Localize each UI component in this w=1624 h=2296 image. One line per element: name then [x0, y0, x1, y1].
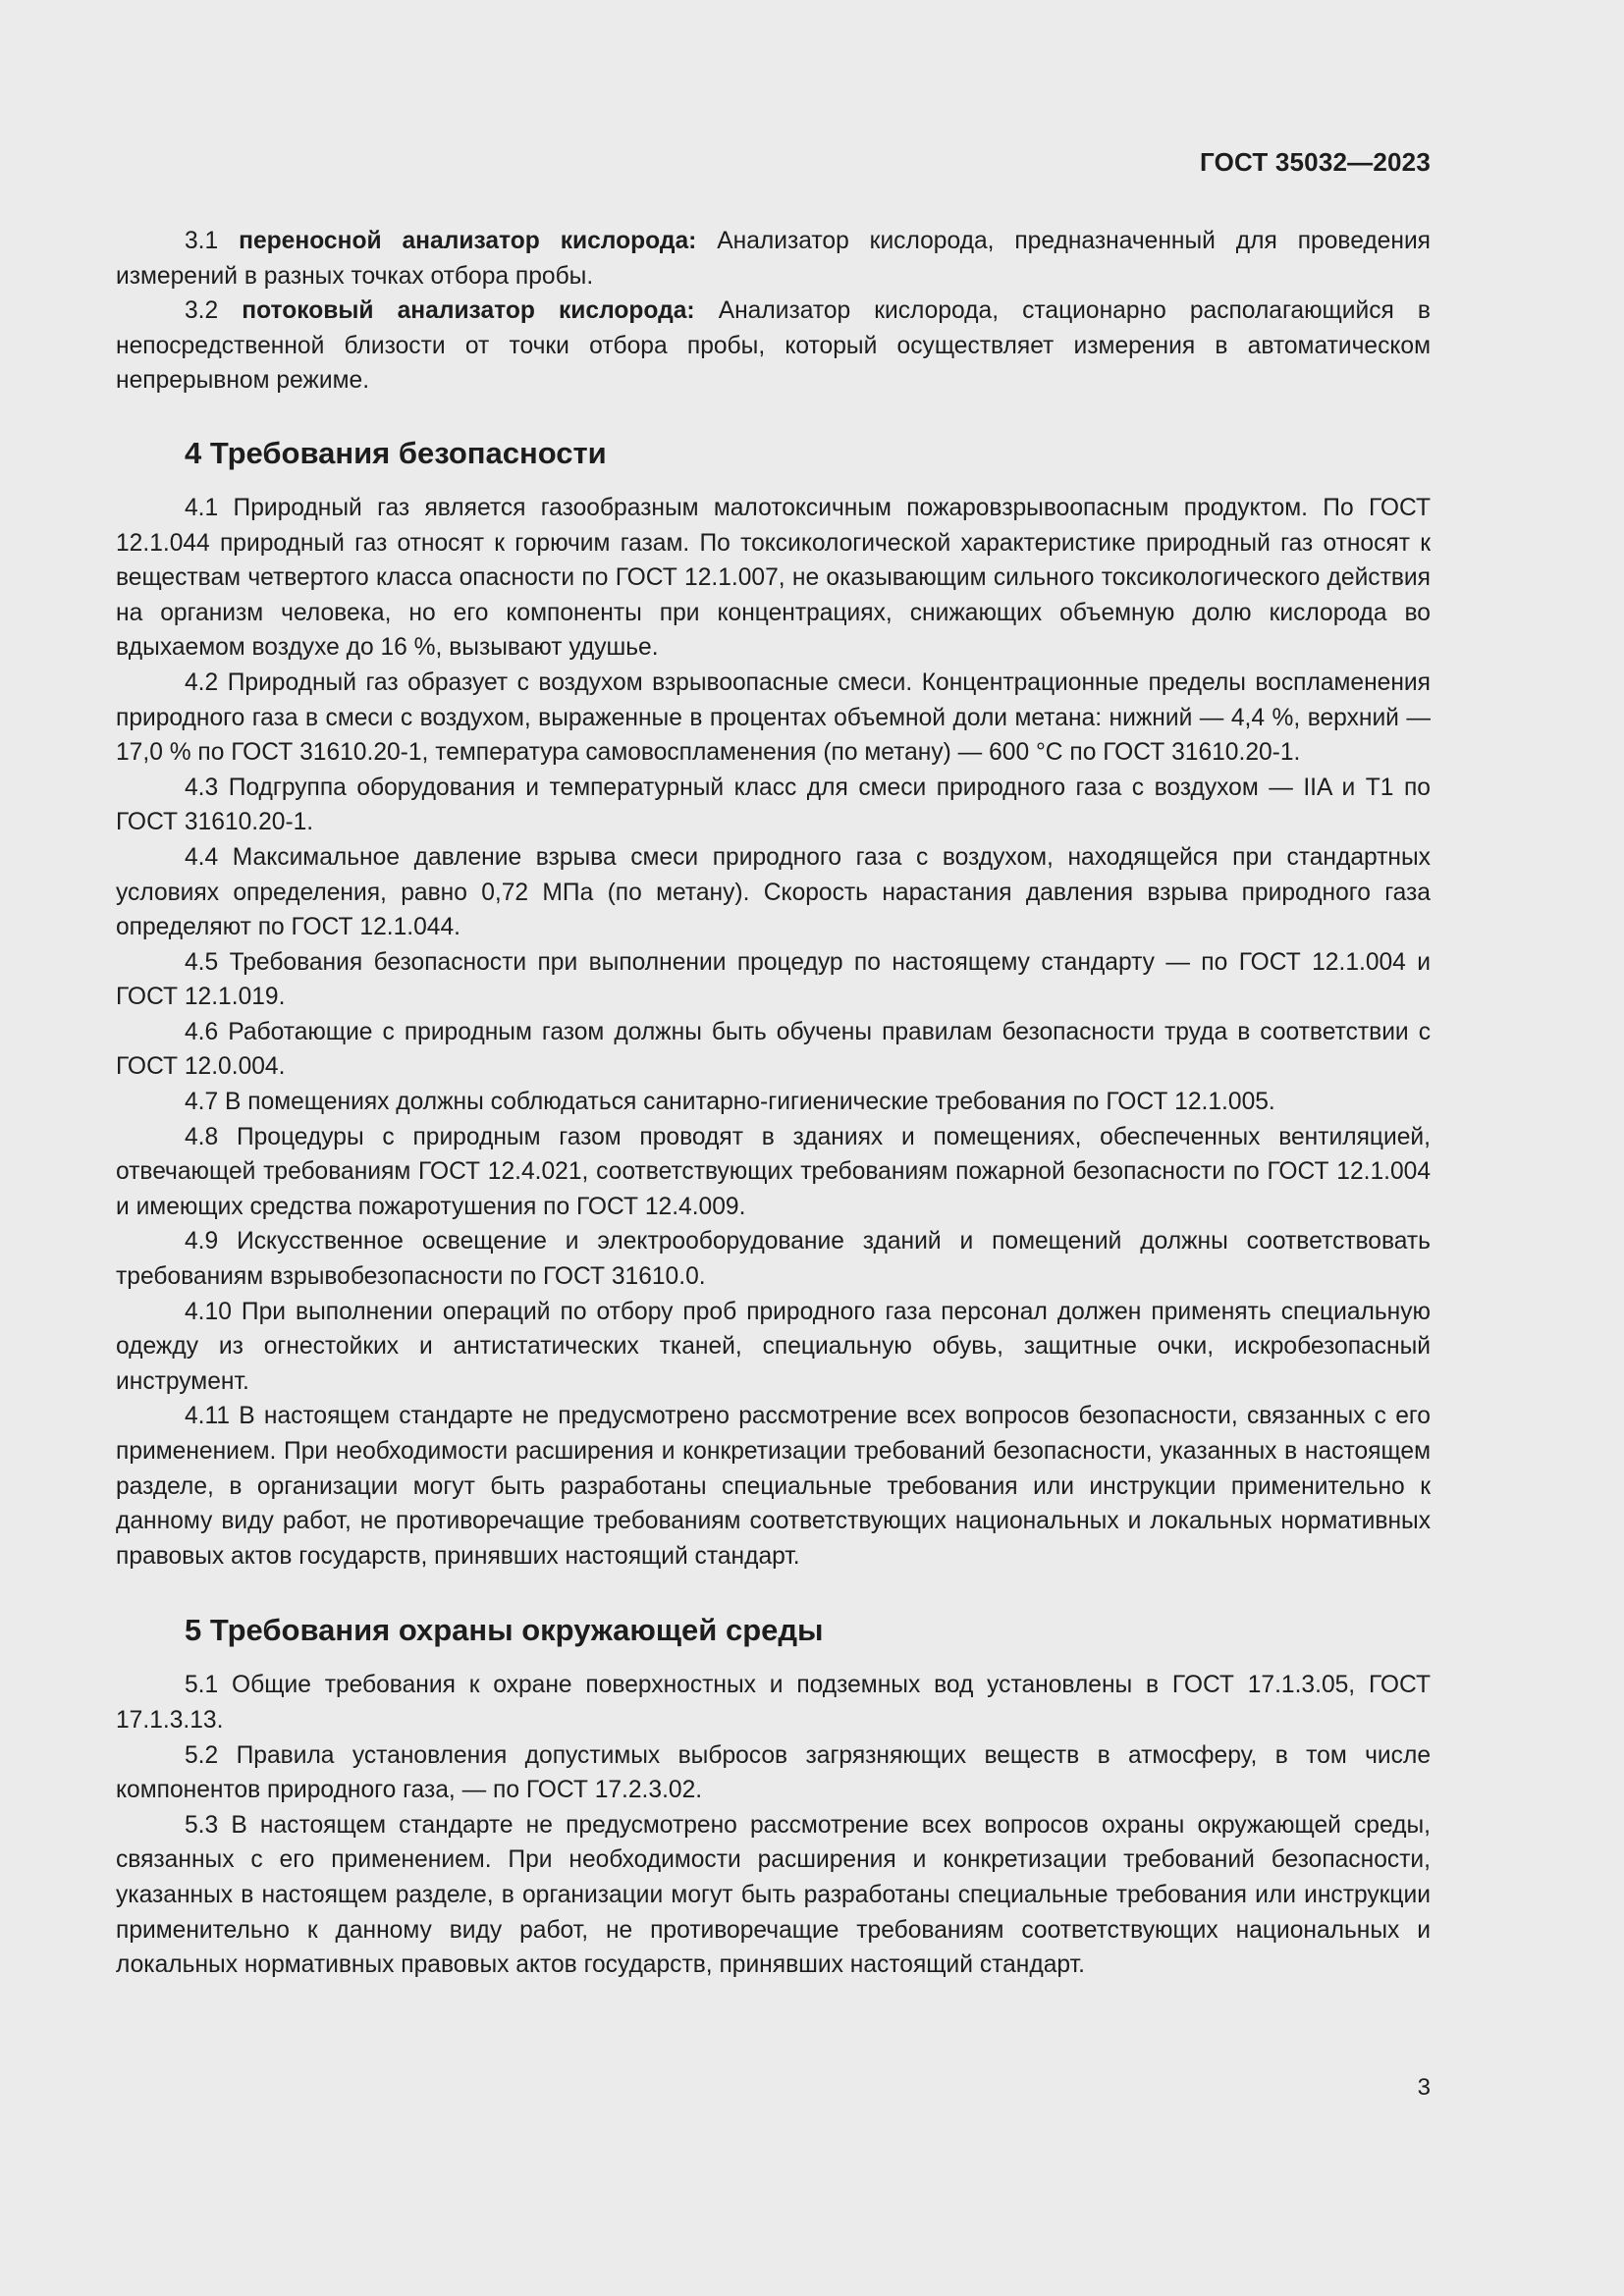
- clause-4-6: [116, 1015, 1431, 1085]
- clause-text: В помещениях должны соблюдаться санитарно-гигиенические требования по ГОСТ 12.1.005.: [225, 1089, 1275, 1116]
- clause-text: Природный газ образует с воздухом взрывоопасные смеси. Концентрационные пределы воспламенения природного газа в смеси с воздухом, выраженные в процентах объемной доли метана: нижний — 4,4 %, верхний — 17,0 % по ГОСТ 31610.20-1, температура самовоспламенения (по метану) — 600 °C по ГОСТ 31610.20-1.: [116, 668, 1431, 767]
- clause-number: 5.1: [185, 1672, 219, 1699]
- document-header: ГОСТ 35032—2023: [1200, 147, 1431, 177]
- clause-number: 4.7: [185, 1089, 219, 1116]
- clause-text: Искусственное освещение и электрооборудование зданий и помещений должны соответствовать требованиям взрывобезопасности по ГОСТ 31610.0.: [116, 1228, 1431, 1291]
- definition-term: потоковый анализатор кислорода:: [242, 297, 695, 325]
- definition-term: переносной анализатор кислорода:: [239, 228, 697, 254]
- clause-text: Природный газ является газообразным малотоксичным пожаровзрывоопасным продуктом. По ГОСТ 12.1.044 природный газ относят к горючим газам. По токсикологической характеристике природный газ относят к веществам четвертого класса опасности по ГОСТ 12.1.007, не оказывающим сильного токсикологического действия на организм человека, но его компоненты при концентрациях, снижающих объемную долю кислорода во вдыхаемом воздухе до 16 %, вызывают удушье.: [116, 494, 1431, 662]
- clause-number: 4.10: [185, 1298, 232, 1325]
- definition-3-1: [116, 224, 1431, 294]
- clause-number: 5.2: [185, 1741, 219, 1769]
- clause-text: Правила установления допустимых выбросов загрязняющих веществ в атмосферу, в том числе компонентов природного газа, — по ГОСТ 17.2.3.02.: [116, 1741, 1431, 1804]
- clause-number: 4.6: [185, 1018, 219, 1045]
- clause-text: В настоящем стандарте не предусмотрено рассмотрение всех вопросов безопасности, связанных с его применением. При необходимости расширения и конкретизации требований безопасности, указанных в настоящем разделе, в организации могут быть разработаны специальные требования или инструкции применительно к данному виду работ, не противоречащие требованиям соответствующих национальных и локальных нормативных правовых актов государств, принявших настоящий стандарт.: [116, 1403, 1431, 1570]
- clause-5-2: [116, 1738, 1431, 1808]
- clause-5-3: [116, 1808, 1431, 1983]
- clause-number: 4.5: [185, 948, 219, 976]
- clause-text: Общие требования к охране поверхностных и подземных вод установлены в ГОСТ 17.1.3.05, ГОСТ 17.1.3.13.: [116, 1672, 1431, 1734]
- clause-text: При выполнении операций по отбору проб природного газа персонал должен применять специальную одежду из огнестойких и антистатических тканей, специальную обувь, защитные очки, искробезопасный инструмент.: [116, 1298, 1431, 1395]
- clause-5-1: [116, 1668, 1431, 1737]
- clause-4-3: [116, 771, 1431, 840]
- clause-text: Процедуры с природным газом проводят в зданиях и помещениях, обеспеченных вентиляцией, отвечающей требованиям ГОСТ 12.4.021, соответствующих требованиям пожарной безопасности по ГОСТ 12.1.004 и имеющих средства пожаротушения по ГОСТ 12.4.009.: [116, 1123, 1431, 1220]
- clause-number: 4.9: [185, 1228, 219, 1255]
- clause-4-8: [116, 1120, 1431, 1225]
- clause-4-10: [116, 1295, 1431, 1400]
- clause-number: 3.2: [185, 297, 219, 325]
- clause-4-7: [116, 1085, 1431, 1120]
- document-body: [116, 224, 1431, 1983]
- section-4-heading: 4 Требования безопасности: [185, 435, 607, 470]
- page-number: 3: [1417, 2074, 1431, 2101]
- clause-number: 4.11: [185, 1403, 231, 1430]
- clause-number: 5.3: [185, 1811, 219, 1839]
- definition-text: Анализатор кислорода, стационарно располагающийся в непосредственной близости от точки отбора пробы, который осуществляет измерения в автоматическом непрерывном режиме.: [116, 297, 1431, 395]
- clause-4-9: [116, 1224, 1431, 1294]
- clause-4-5: [116, 945, 1431, 1015]
- clause-text: В настоящем стандарте не предусмотрено рассмотрение всех вопросов охраны окружающей среды, связанных с его применением. При необходимости расширения и конкретизации требований безопасности, указанных в настоящем разделе, в организации могут быть разработаны специальные требования или инструкции применительно к данному виду работ, не противоречащие требованиям соответствующих национальных и локальных нормативных правовых актов государств, принявших настоящий стандарт.: [116, 1811, 1431, 1979]
- clause-4-2: [116, 666, 1431, 771]
- definition-text: Анализатор кислорода, предназначенный для проведения измерений в разных точках отбора пробы.: [116, 228, 1432, 290]
- clause-4-11: [116, 1399, 1431, 1574]
- clause-number: 3.1: [185, 228, 219, 254]
- clause-text: Максимальное давление взрыва смеси природного газа с воздухом, находящейся при стандартных условиях определения, равно 0,72 МПа (по метану). Скорость нарастания давления взрыва природного газа определяют по ГОСТ 12.1.044.: [116, 843, 1431, 941]
- clause-number: 4.4: [185, 843, 219, 871]
- clause-4-4: [116, 840, 1431, 945]
- clause-number: 4.1: [185, 494, 219, 521]
- clause-number: 4.2: [185, 668, 219, 696]
- definition-3-2: [116, 294, 1431, 399]
- clause-number: 4.8: [185, 1123, 219, 1150]
- section-5-heading: 5 Требования охраны окружающей среды: [185, 1613, 824, 1648]
- clause-number: 4.3: [185, 774, 219, 801]
- clause-text: Подгруппа оборудования и температурный класс для смеси природного газа с воздухом — IIA и Т1 по ГОСТ 31610.20-1.: [116, 774, 1431, 836]
- clause-text: Работающие с природным газом должны быть обучены правилам безопасности труда в соответствии с ГОСТ 12.0.004.: [116, 1018, 1431, 1081]
- clause-text: Требования безопасности при выполнении процедур по настоящему стандарту — по ГОСТ 12.1.004 и ГОСТ 12.1.019.: [116, 948, 1431, 1011]
- clause-4-1: [116, 491, 1431, 666]
